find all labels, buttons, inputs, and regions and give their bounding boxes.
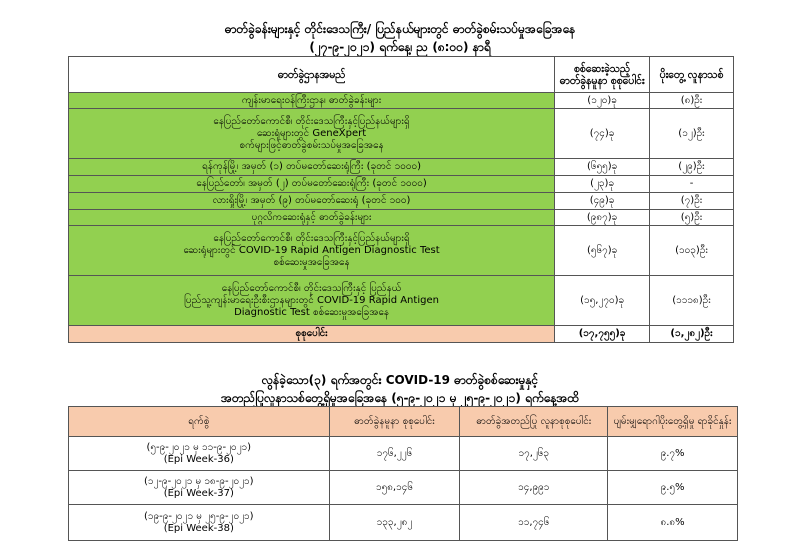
- table-row: [69, 109, 734, 159]
- total-label: စုစုပေါင်း: [69, 326, 555, 343]
- weekly-subtitle: အတည်ပြုလူနာသစ်တွေ့ရှိမှုအခြေအနေ (၅-၉-၂၀၂၁ မှ ၂၅-၉-၂၀၂၁) ရက်နေ့အထိ: [220, 391, 580, 405]
- weekly-title: လွန်ခဲ့သော(၃) ရက်အတွင်း COVID-19 ဓာတ်ခွဲစစ်ဆေးမှုနှင့်: [261, 373, 539, 387]
- lab-name: လားရှိုးမြို့၊ အမှတ် (၉) တပ်မတော်ဆေးရုံ (ခုတင် ၁၀၀): [69, 193, 555, 210]
- sample-count: (၆၅၅)ခု: [555, 159, 650, 176]
- column-header-new-cases: ပိုးတွေ့ လူနာသစ်: [650, 57, 734, 93]
- column-header-samples: ဓာတ်ခွဲနမူနာ စုစုပေါင်း: [329, 407, 460, 437]
- table-row: [69, 437, 738, 471]
- confirmed-total: ၁၄,၉၉၁: [460, 471, 608, 505]
- table-row: [69, 176, 734, 193]
- new-case-count: (၁၁၁၈)ဦး: [650, 276, 734, 326]
- sample-count: (၉၈၇)ခု: [555, 210, 650, 226]
- total-new-cases: (၁,၂၈၂)ဦး: [650, 326, 734, 343]
- lab-name: နေပြည်တော်ကောင်စီ၊ တိုင်းဒေသကြီးနှင့်ပြည်နယ်များရှိ ဆေးရုံများတွင် COVID-19 Rapid Antigen Diagnostic Test စစ်ဆေးမှုအခြေအနေ: [69, 226, 555, 276]
- date-range: (၁၂-၉-၂၀၂၁ မှ ၁၈-၉-၂၀၂၁) (Epi Week-37): [69, 471, 330, 505]
- report-title: ဓာတ်ခွဲခန်းများနှင့် တိုင်းဒေသကြီး/ ပြည်နယ်များတွင် ဓာတ်ခွဲစမ်းသပ်မှုအခြေအနေ: [224, 22, 576, 36]
- lab-name: နေပြည်တော်၊ အမှတ် (၂) တပ်မတော်ဆေးရုံကြီး (ခုတင် ၁၀၀၀): [69, 176, 555, 193]
- column-header-date: ရက်စွဲ: [69, 407, 330, 437]
- table-row: [69, 93, 734, 109]
- sample-count: (၂၃)ခု: [555, 176, 650, 193]
- sample-count: (၄၉)ခု: [555, 193, 650, 210]
- table-row: [69, 159, 734, 176]
- new-case-count: (၁၀၃)ဦး: [650, 226, 734, 276]
- sample-total: ၁၅၈,၁၄၆: [329, 471, 460, 505]
- column-header-samples: စစ်ဆေးခဲ့သည့် ဓာတ်ခွဲနမူနာ စုစုပေါင်း: [555, 57, 650, 93]
- positivity-rate: ၉.၅%: [608, 471, 738, 505]
- date-range: (၅-၉-၂၀၂၁ မှ ၁၁-၉-၂၀၂၁) (Epi Week-36): [69, 437, 330, 471]
- lab-name: ကျန်းမာရေးဝန်ကြီးဌာန၊ ဓာတ်ခွဲခန်းများ: [69, 93, 555, 109]
- table-row: [69, 471, 738, 505]
- new-case-count: (၅)ဦး: [650, 210, 734, 226]
- date-range: (၁၉-၉-၂၀၂၁ မှ ၂၅-၉-၂၀၂၁) (Epi Week-38): [69, 505, 330, 541]
- weekly-testing-table: [68, 406, 738, 541]
- sample-count: (၇၄)ခု: [555, 109, 650, 159]
- new-case-count: (၇)ဦး: [650, 193, 734, 210]
- table-row: [69, 193, 734, 210]
- table-row: [69, 505, 738, 541]
- lab-name: ပုဂ္ဂလိကဆေးရုံနှင့် ဓာတ်ခွဲခန်းများ: [69, 210, 555, 226]
- lab-name: နေပြည်တော်ကောင်စီ၊ တိုင်းဒေသကြီးနှင့် ပြည်နယ် ပြည်သူ့ကျန်းမာရေးဦးစီးဌာနများတွင် COVID-19 Rapid Antigen Diagnostic Test စစ်ဆေးမှုအခြေအနေ: [69, 276, 555, 326]
- total-row: [69, 326, 734, 343]
- report-datetime: (၂၇-၉-၂၀၂၁) ရက်နေ့၊ ည (၈:၀၀) နာရီ: [309, 40, 491, 54]
- table-header-row: [69, 407, 738, 437]
- table-row: [69, 226, 734, 276]
- positivity-rate: ၉.၇%: [608, 437, 738, 471]
- column-header-confirmed: ဓာတ်ခွဲအတည်ပြု လူနာစုစုပေါင်း: [460, 407, 608, 437]
- lab-name: နေပြည်တော်ကောင်စီ၊ တိုင်းဒေသကြီးနှင့်ပြည်နယ်များရှိ ဆေးရုံများတွင် GeneXpert စက်များဖြင့်ဓာတ်ခွဲစမ်းသပ်မှုအခြေအနေ: [69, 109, 555, 159]
- sample-count: (၅၆၇)ခု: [555, 226, 650, 276]
- column-header-lab: ဓာတ်ခွဲဌာနအမည်: [69, 57, 555, 93]
- sample-total: ၁၃၃,၂၈၂: [329, 505, 460, 541]
- column-header-positivity: ပျမ်းမျှရောဂါပိုးတွေ့ရှိမှု ရာခိုင်နှုန်း: [608, 407, 738, 437]
- confirmed-total: ၁၇,၂၆၃: [460, 437, 608, 471]
- new-case-count: -: [650, 176, 734, 193]
- lab-name: ရန်ကုန်မြို့၊ အမှတ် (၁) တပ်မတော်ဆေးရုံကြီး (ခုတင် ၁၀၀၀): [69, 159, 555, 176]
- new-case-count: (၂၉)ဦး: [650, 159, 734, 176]
- lab-testing-table: [68, 56, 734, 343]
- new-case-count: (၈)ဦး: [650, 93, 734, 109]
- table-row: [69, 210, 734, 226]
- positivity-rate: ၈.၈%: [608, 505, 738, 541]
- new-case-count: (၁၂)ဦး: [650, 109, 734, 159]
- sample-total: ၁၇၆,၂၂၆: [329, 437, 460, 471]
- sample-count: (၁၂၀)ခု: [555, 93, 650, 109]
- sample-count: (၁၅,၂၇၀)ခု: [555, 276, 650, 326]
- table-header-row: [69, 57, 734, 93]
- confirmed-total: ၁၁,၇၄၆: [460, 505, 608, 541]
- total-samples: (၁၇,၇၅၅)ခု: [555, 326, 650, 343]
- table-row: [69, 276, 734, 326]
